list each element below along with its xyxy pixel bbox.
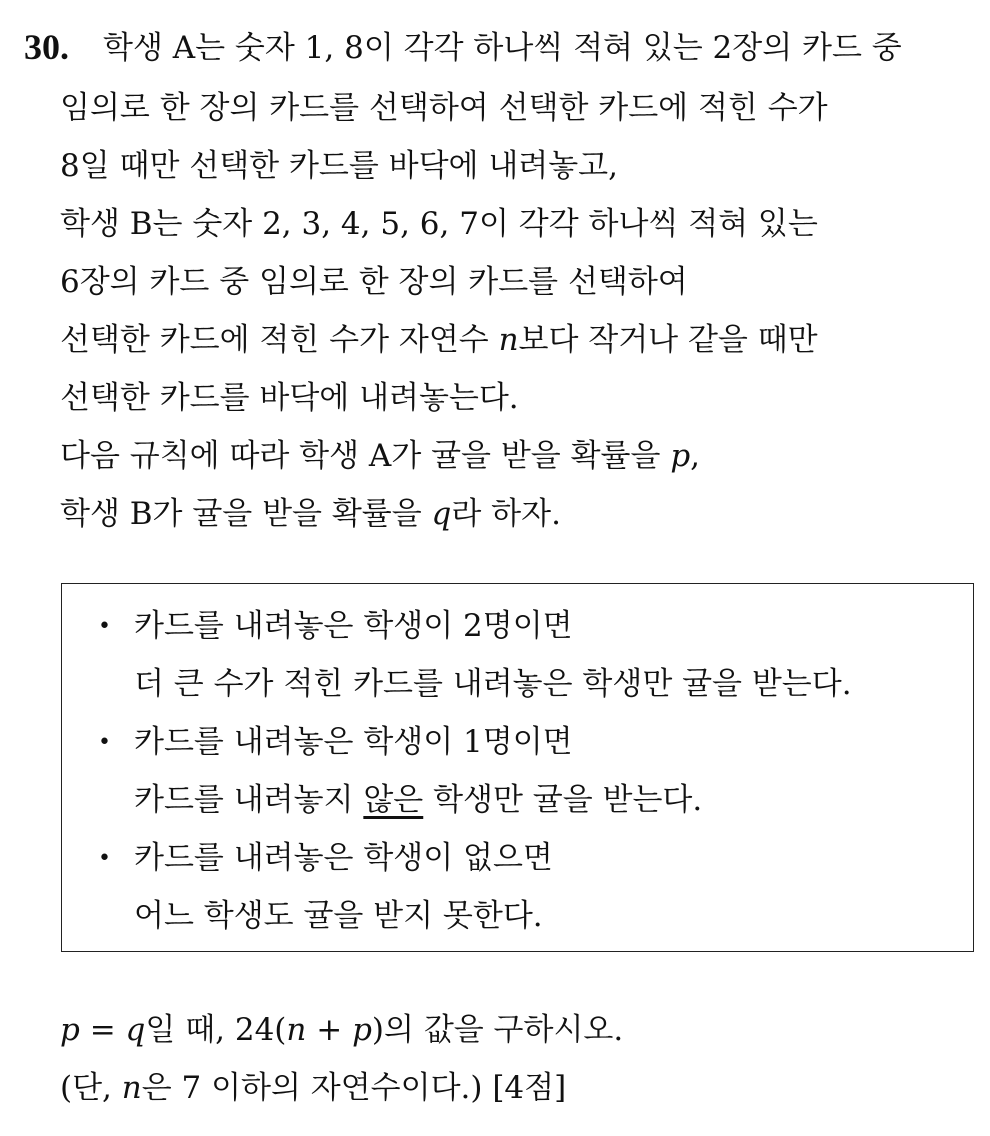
rule-2-text-b: 학생만 귤을 받는다. — [423, 782, 703, 818]
variable-n: n — [498, 322, 519, 358]
question-plus: + — [306, 1012, 353, 1048]
question-q: q — [125, 1012, 146, 1048]
question-eq: = — [79, 1012, 126, 1048]
line6-text-b: 보다 작거나 같을 때만 — [518, 322, 818, 358]
question-line — [60, 1008, 623, 1052]
problem-line-3: 8일 때만 선택한 카드를 바닥에 내려놓고, — [60, 148, 618, 184]
line9-text-a: 학생 B가 귤을 받을 확률을 — [60, 496, 432, 532]
question-note — [60, 1066, 566, 1110]
bullet-1: • — [98, 614, 111, 639]
line8-text-a: 다음 규칙에 따라 학생 A가 귤을 받을 확률을 — [60, 438, 671, 474]
variable-p: p — [670, 438, 691, 474]
note-n: n — [121, 1070, 142, 1106]
rule-1-line-2: 더 큰 수가 적힌 카드를 내려놓은 학생만 귤을 받는다. — [134, 666, 852, 702]
note-text-a: (단, — [60, 1070, 122, 1106]
rule-3-line-2: 어느 학생도 귤을 받지 못한다. — [134, 898, 543, 934]
question-p2: p — [352, 1012, 372, 1048]
problem-line-8 — [60, 434, 700, 478]
question-end: )의 값을 구하시오. — [371, 1012, 624, 1048]
rule-2-line-1: 카드를 내려놓은 학생이 1명이면 — [134, 724, 573, 760]
question-p: p — [60, 1012, 80, 1048]
problem-line-6 — [60, 318, 818, 362]
rule-1-line-1: 카드를 내려놓은 학생이 2명이면 — [134, 608, 573, 644]
problem-line-2: 임의로 한 장의 카드를 선택하여 선택한 카드에 적힌 수가 — [60, 90, 828, 126]
question-mid: 일 때, 24( — [145, 1012, 287, 1048]
problem-line-9 — [60, 492, 561, 536]
bullet-2: • — [98, 730, 111, 755]
rule-3-line-1: 카드를 내려놓은 학생이 없으면 — [134, 840, 553, 876]
bullet-3: • — [98, 846, 111, 871]
rule-2-line-2 — [134, 778, 702, 822]
note-text-b: 은 7 이하의 자연수이다.) [4점] — [141, 1070, 567, 1106]
line6-text-a: 선택한 카드에 적힌 수가 자연수 — [60, 322, 499, 358]
problem-line-4: 학생 B는 숫자 2, 3, 4, 5, 6, 7이 각각 하나씩 적혀 있는 — [60, 206, 818, 242]
problem-line-7: 선택한 카드를 바닥에 내려놓는다. — [60, 380, 519, 416]
line9-text-b: 라 하자. — [451, 496, 561, 532]
variable-q: q — [431, 496, 452, 532]
problem-number: 30. — [24, 27, 69, 67]
problem-line-1: 학생 A는 숫자 1, 8이 각각 하나씩 적혀 있는 2장의 카드 중 — [103, 30, 902, 66]
underlined-word: 않은 — [363, 782, 424, 818]
problem-line-5: 6장의 카드 중 임의로 한 장의 카드를 선택하여 — [60, 264, 688, 300]
rules-box — [61, 583, 974, 952]
line8-text-b: , — [690, 438, 701, 474]
rule-2-text-a: 카드를 내려놓지 — [134, 782, 364, 818]
question-n: n — [286, 1012, 307, 1048]
